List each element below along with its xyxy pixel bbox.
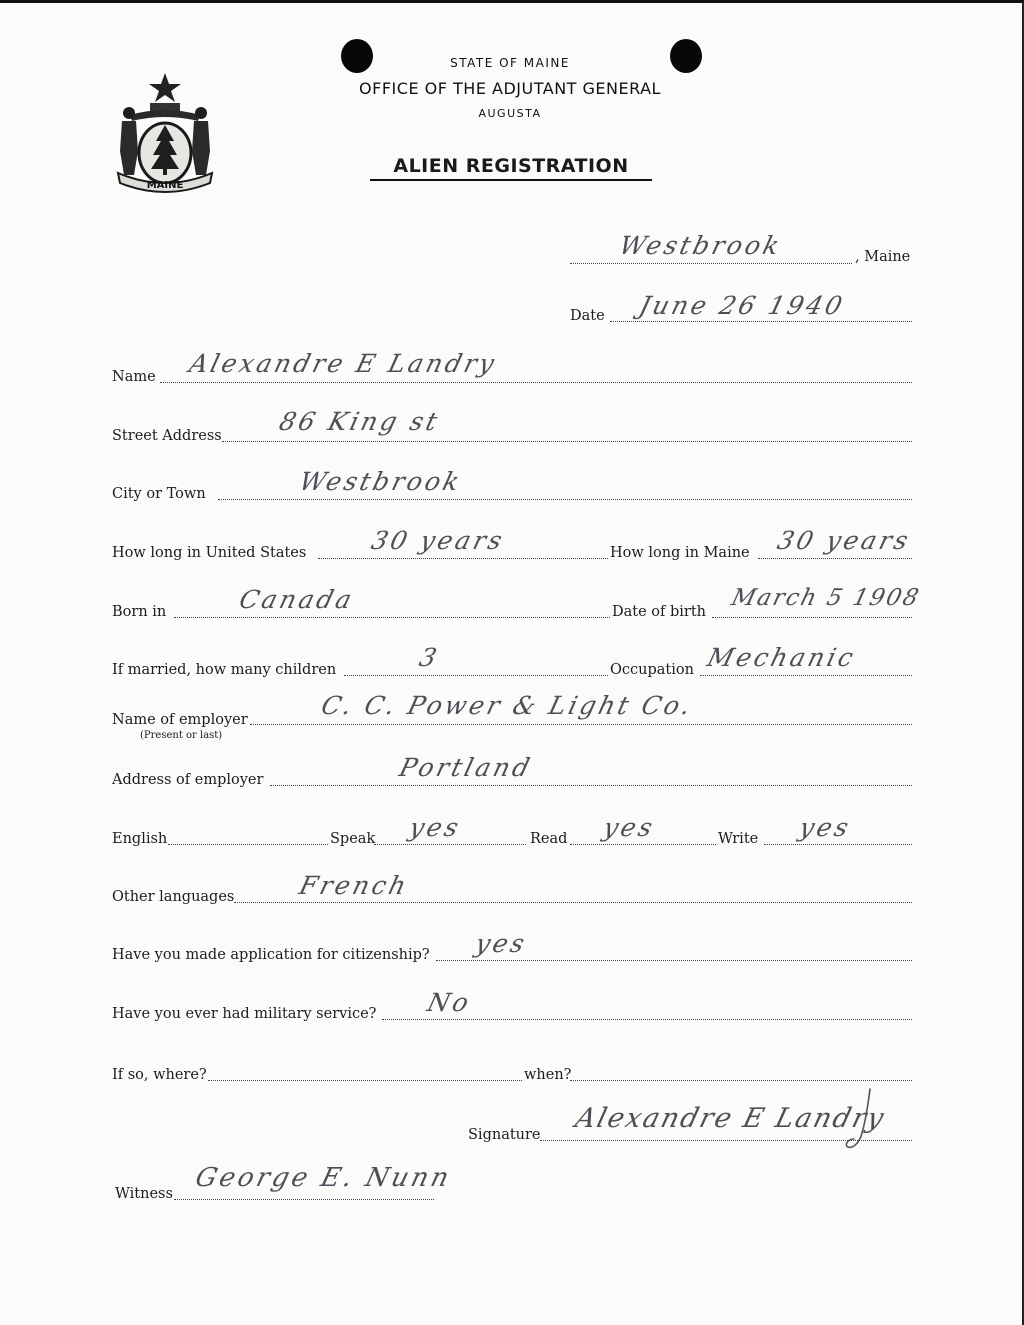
english-label: English xyxy=(112,831,168,847)
if-so-where-label: If so, where? xyxy=(112,1067,207,1083)
street-address-label: Street Address xyxy=(112,428,222,444)
other-languages-value: French xyxy=(296,871,412,900)
employer-address-value: Portland xyxy=(396,753,536,782)
children-label: If married, how many children xyxy=(112,662,337,678)
military-value: No xyxy=(424,988,475,1017)
witness-line xyxy=(174,1199,434,1200)
military-line xyxy=(382,1019,912,1020)
signature-flourish-icon xyxy=(840,1085,890,1155)
speak-value: yes xyxy=(406,813,465,842)
if-so-where-line xyxy=(208,1080,522,1081)
employer-name-value: C. C. Power & Light Co. xyxy=(318,691,697,720)
when-label: when? xyxy=(524,1067,572,1083)
date-value: June 26 1940 xyxy=(636,291,848,320)
name-line xyxy=(160,382,912,383)
witness-value: George E. Nunn xyxy=(192,1163,455,1193)
citizenship-line xyxy=(436,960,912,961)
header-state: STATE OF MAINE xyxy=(450,56,570,70)
city-line xyxy=(218,499,912,500)
date-of-birth-label: Date of birth xyxy=(612,604,707,620)
speak-label: Speak xyxy=(330,831,376,847)
write-value: yes xyxy=(796,813,855,842)
date-of-birth-line xyxy=(712,617,912,618)
write-label: Write xyxy=(718,831,759,847)
occupation-line xyxy=(700,675,912,676)
header-office: OFFICE OF THE ADJUTANT GENERAL xyxy=(359,79,661,98)
other-languages-label: Other languages xyxy=(112,889,235,905)
state-seal-icon xyxy=(112,71,218,197)
street-address-value: 86 King st xyxy=(276,407,443,436)
other-languages-line xyxy=(234,902,912,903)
how-long-us-line xyxy=(318,558,608,559)
seal-banner-text: MAINE xyxy=(146,180,184,191)
born-in-value: Canada xyxy=(236,585,358,614)
employer-name-line xyxy=(250,724,912,725)
header-city: AUGUSTA xyxy=(478,107,542,120)
employer-address-label: Address of employer xyxy=(112,772,264,788)
signature-label: Signature xyxy=(468,1127,541,1143)
how-long-us-label: How long in United States xyxy=(112,545,307,561)
employer-sub-label: (Present or last) xyxy=(140,730,223,741)
read-label: Read xyxy=(530,831,568,847)
date-line xyxy=(610,321,912,322)
how-long-maine-label: How long in Maine xyxy=(610,545,750,561)
english-line xyxy=(168,844,328,845)
read-line xyxy=(570,844,716,845)
children-line xyxy=(344,675,608,676)
occupation-label: Occupation xyxy=(610,662,694,678)
town-value: Westbrook xyxy=(616,231,786,260)
signature-value: Alexandre E Landry xyxy=(572,1103,889,1134)
city-value: Westbrook xyxy=(296,467,466,496)
form-title: ALIEN REGISTRATION xyxy=(370,155,652,181)
read-value: yes xyxy=(600,813,659,842)
witness-label: Witness xyxy=(115,1186,173,1202)
maine-suffix-label: , Maine xyxy=(855,249,911,265)
when-line xyxy=(570,1080,912,1081)
how-long-us-value: 30 years xyxy=(368,526,508,555)
town-line xyxy=(570,263,852,264)
name-value: Alexandre E Landry xyxy=(186,349,501,378)
city-label: City or Town xyxy=(112,486,206,502)
speak-line xyxy=(374,844,526,845)
name-label: Name xyxy=(112,369,156,385)
citizenship-label: Have you made application for citizenship? xyxy=(112,947,430,963)
date-label: Date xyxy=(570,308,605,324)
military-label: Have you ever had military service? xyxy=(112,1006,377,1022)
occupation-value: Mechanic xyxy=(704,643,860,672)
how-long-maine-value: 30 years xyxy=(774,526,914,555)
born-in-line xyxy=(174,617,610,618)
date-of-birth-value: March 5 1908 xyxy=(728,585,923,611)
employer-address-line xyxy=(270,785,912,786)
employer-name-label: Name of employer xyxy=(112,712,248,728)
street-address-line xyxy=(222,441,912,442)
citizenship-value: yes xyxy=(472,929,531,958)
children-value: 3 xyxy=(416,643,443,672)
born-in-label: Born in xyxy=(112,604,167,620)
write-line xyxy=(764,844,912,845)
how-long-maine-line xyxy=(758,558,912,559)
